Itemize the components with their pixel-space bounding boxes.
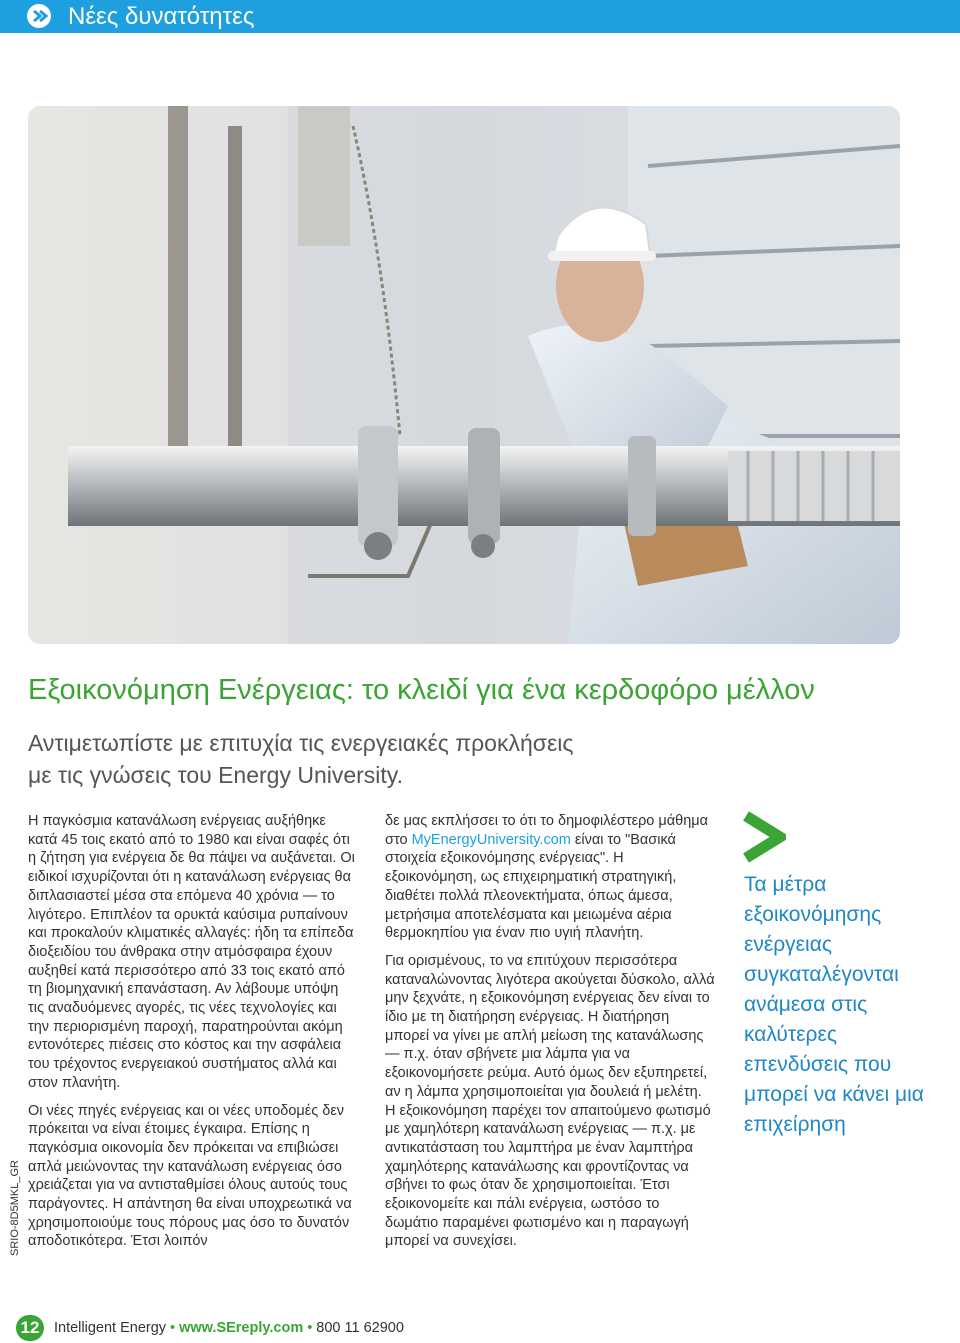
section-title: Νέες δυνατότητες [68,3,255,30]
footer-phone: 800 11 62900 [316,1320,404,1336]
energy-university-link[interactable]: MyEnergyUniversity.com [411,831,571,848]
column-2-paragraph-2: Για ορισμένους, το να επιτύχουν περισσότερα καταναλώνοντας λιγότερα ακούγεται δύσκολο, αλλά μην ξεχνάτε, η εξοικονόμηση ενέργειας δεν είναι το ίδιο με τη διατήρηση ενέργειας. Η διατήρηση μπορεί να γίνει με απλή μείωση της κατανάλωσης — π.χ. όταν σβήνετε μια λάμπα για να εξοικονομήσετε ρεύμα. Αυτό όμως δεν εξυπηρετεί, αν η λάμπα χρησιμοποιείται για δουλειά ή μελέτη. Η εξοικονόμηση παρέχει τον απαιτούμενο φωτισμό με χαμηλότερη κατανάλωση ενέργειας — π.χ. με αντικατάσταση του λαμπτήρα με έναν λαμπτήρα χαμηλότερης κατανάλωσης και φροντίζοντας να σβήνει το φως όταν δε χρησιμοποιείται. Έτσι εξοικονομείτε και πάλι ενέργεια, ωστόσο το δωμάτιο παραμένει φωτισμένο και η παραγωγή μπορεί να συνεχίσει. [385,952,715,1250]
column-1-paragraph-1: Η παγκόσμια κατανάλωση ενέργειας αυξήθηκε κατά 45 τοις εκατό από το 1980 και είναι σαφές ότι η ζήτηση για ενέργεια δε θα πάψει να αυξάνεται. Οι ειδικοί ισχυρίζονται ότι η κατανάλωση ενέργειας θα διπλασιαστεί μέσα στα επόμενα 40 χρόνια — το λιγότερο. Επιπλέον τα ορυκτά καύσιμα ρυπαίνουν και προκαλούν κλιματικές αλλαγές: ήδη τα επίπεδα διοξειδίου του άνθρακα στην ατμόσφαιρα έχουν αυξηθεί κατά περισσότερο από 33 τοις εκατό από τη βιομηχανική επανάσταση. Αν λάβουμε υπόψη τις αναδυόμενες αγορές, τις νέες τεχνολογίες και την περιορισμένη παροχή, παρατηρούνται ακόμη εντονότερες πιέσεις στο κόστος και την ασφάλεια του τρέχοντος ενεργειακού συστήματος αλλά και στον πλανήτη. [28,813,355,1091]
subtitle-line-1: Αντιμετωπίστε με επιτυχία τις ενεργειακές προκλήσεις [28,730,574,756]
dot-separator-icon: • [170,1320,176,1336]
subtitle-line-2: με τις γνώσεις του Energy University. [28,762,403,788]
column-1-paragraph-2: Οι νέες πηγές ενέργειας και οι νέες υποδομές δεν πρόκειται να είναι έτοιμες έγκαιρα. Επίσης η παγκόσμια οικονομία δεν πρόκειται να επιβιώσει απλά μειώνοντας την κατανάλωση ενέργειας όσο χρειάζεται για να αντισταθμίσει όλους αυτούς τους παράγοντες. Η απάντηση θα είναι υποχρεωτικά να χρησιμοποιούμε τους πόρους μας όσο το δυνατόν αποδοτικότερα. Έτσι λοιπόν [28,1102,352,1250]
article-column-2 [385,812,715,1251]
dot-separator-icon: • [307,1320,313,1336]
column-2-text-start: δε μας εκπλήσσει το ότι το δημοφιλέστερο μάθημα στο [385,813,709,848]
article-subtitle [28,727,668,791]
column-2-paragraph-1 [385,812,715,943]
footer-brand: Intelligent Energy [54,1320,167,1336]
footer-url-link[interactable]: www.SEreply.com [179,1320,304,1336]
article-column-1 [28,812,358,1251]
document-code: SRIO-8D5MKL_GR [9,1160,21,1256]
header-bar [0,0,960,33]
pull-quote: Τα μέτρα εξοικονόμησης ενέργειας συγκαταλέγονται ανάμεσα στις καλύτερες επενδύσεις που μπορεί να κάνει μια επιχείρηση [744,873,924,1136]
page-footer [16,1313,404,1343]
arrow-right-icon [26,3,56,29]
chevron-right-icon [742,810,786,864]
column-2-text-end: είναι το "Βασικά στοιχεία εξοικονόμησης ενέργειας". Η εξοικονόμηση, ως επιχειρηματική στρατηγική, διαθέτει πολλά πλεονεκτήματα, όπως άμεσα, μετρήσιμα αποτελέσματα και μειωμένα αέρια θερμοκηπίου για έναν πιο υγιή πλανήτη. [385,831,677,942]
page-number: 12 [16,1315,44,1341]
article-title: Εξοικονόμηση Ενέργειας: το κλειδί για ένα κερδοφόρο μέλλον [28,674,815,706]
footer-text [54,1320,404,1336]
engineer-photo [28,106,900,644]
